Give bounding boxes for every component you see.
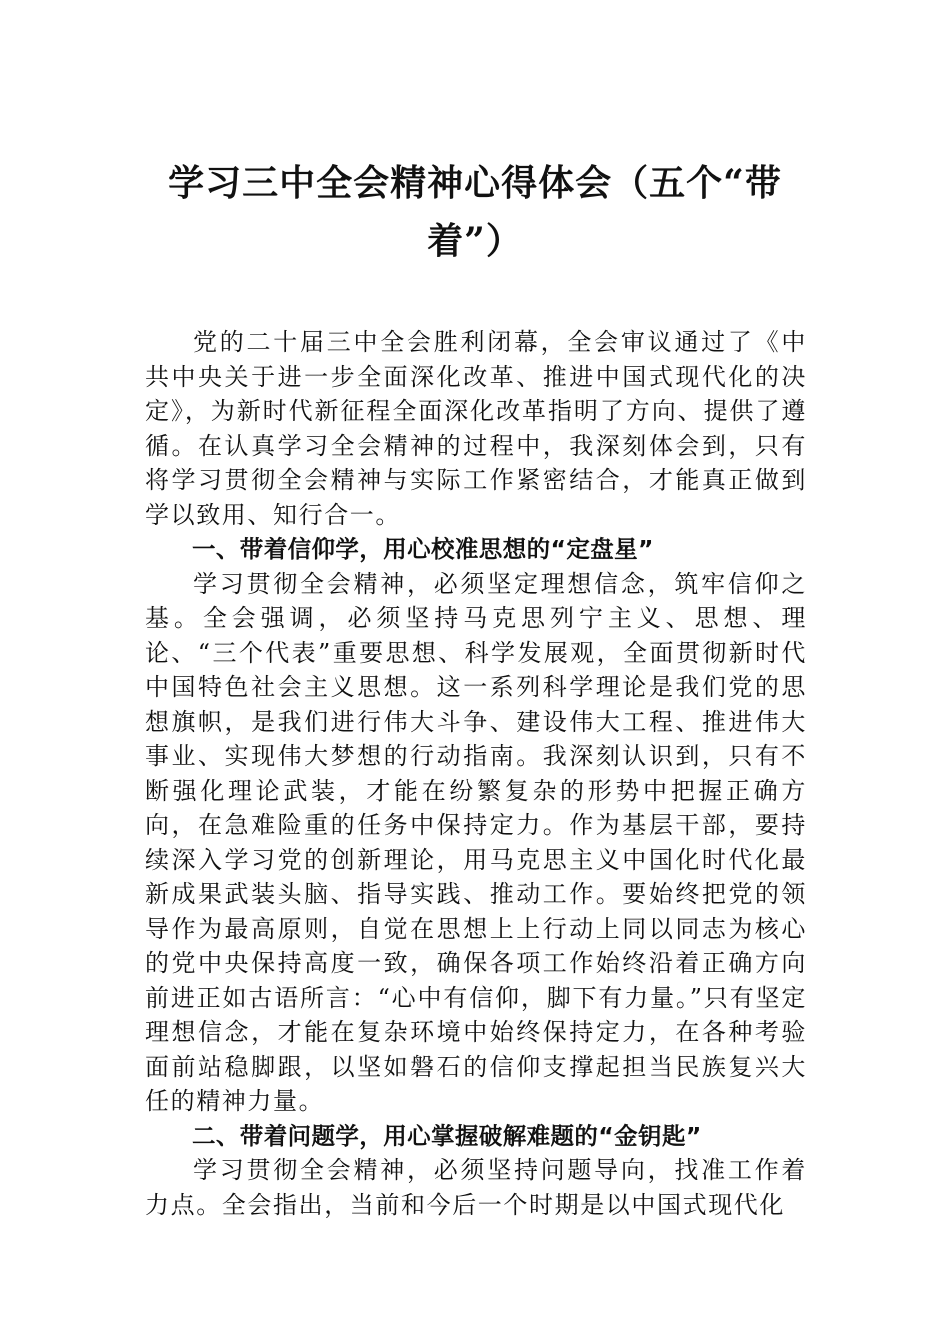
document-body — [145, 325, 807, 1222]
section-2-paragraph: 学习贯彻全会精神，必须坚持问题导向，找准工作着力点。全会指出，当前和今后一个时期是以中国式现代化 — [145, 1156, 807, 1219]
intro-paragraph: 党的二十届三中全会胜利闭幕，全会审议通过了《中共中央关于进一步全面深化改革、推进中国式现代化的决定》，为新时代新征程全面深化改革指明了方向、提供了遵循。在认真学习全会精神的过程中，我深刻体会到，只有将学习贯彻全会精神与实际工作紧密结合，才能真正做到学以致用、知行合一。 — [145, 328, 807, 529]
document-title: 学习三中全会精神心得体会（五个“带着”） — [168, 162, 782, 262]
section-1-paragraph: 学习贯彻全会精神，必须坚定理想信念，筑牢信仰之基。全会强调，必须坚持马克思列宁主义、思想、理论、“三个代表”重要思想、科学发展观，全面贯彻新时代中国特色社会主义思想。这一系列科学理论是我们党的思想旗帜，是我们进行伟大斗争、建设伟大工程、推进伟大事业、实现伟大梦想的行动指南。我深刻认识到，只有不断强化理论武装，才能在纷繁复杂的形势中把握正确方向，在急难险重的任务中保持定力。作为基层干部，要持续深入学习党的创新理论，用马克思主义中国化时代化最新成果武装头脑、指导实践、推动工作。要始终把党的领导作为最高原则，自觉在思想上上行动上同以同志为核心的党中央保持高度一致，确保各项工作始终沿着正确方向前进正如古语所言：“心中有信仰，脚下有力量。”只有坚定理想信念，才能在复杂环境中始终保持定力，在各种考验面前站稳脚跟，以坚如磐石的信仰支撑起担当民族复兴大任的精神力量。 — [145, 569, 807, 1115]
section-1-heading: 一、带着信仰学，用心校准思想的“定盘星” — [192, 535, 654, 563]
section-2-heading: 二、带着问题学，用心掌握破解难题的“金钥匙” — [192, 1121, 702, 1150]
